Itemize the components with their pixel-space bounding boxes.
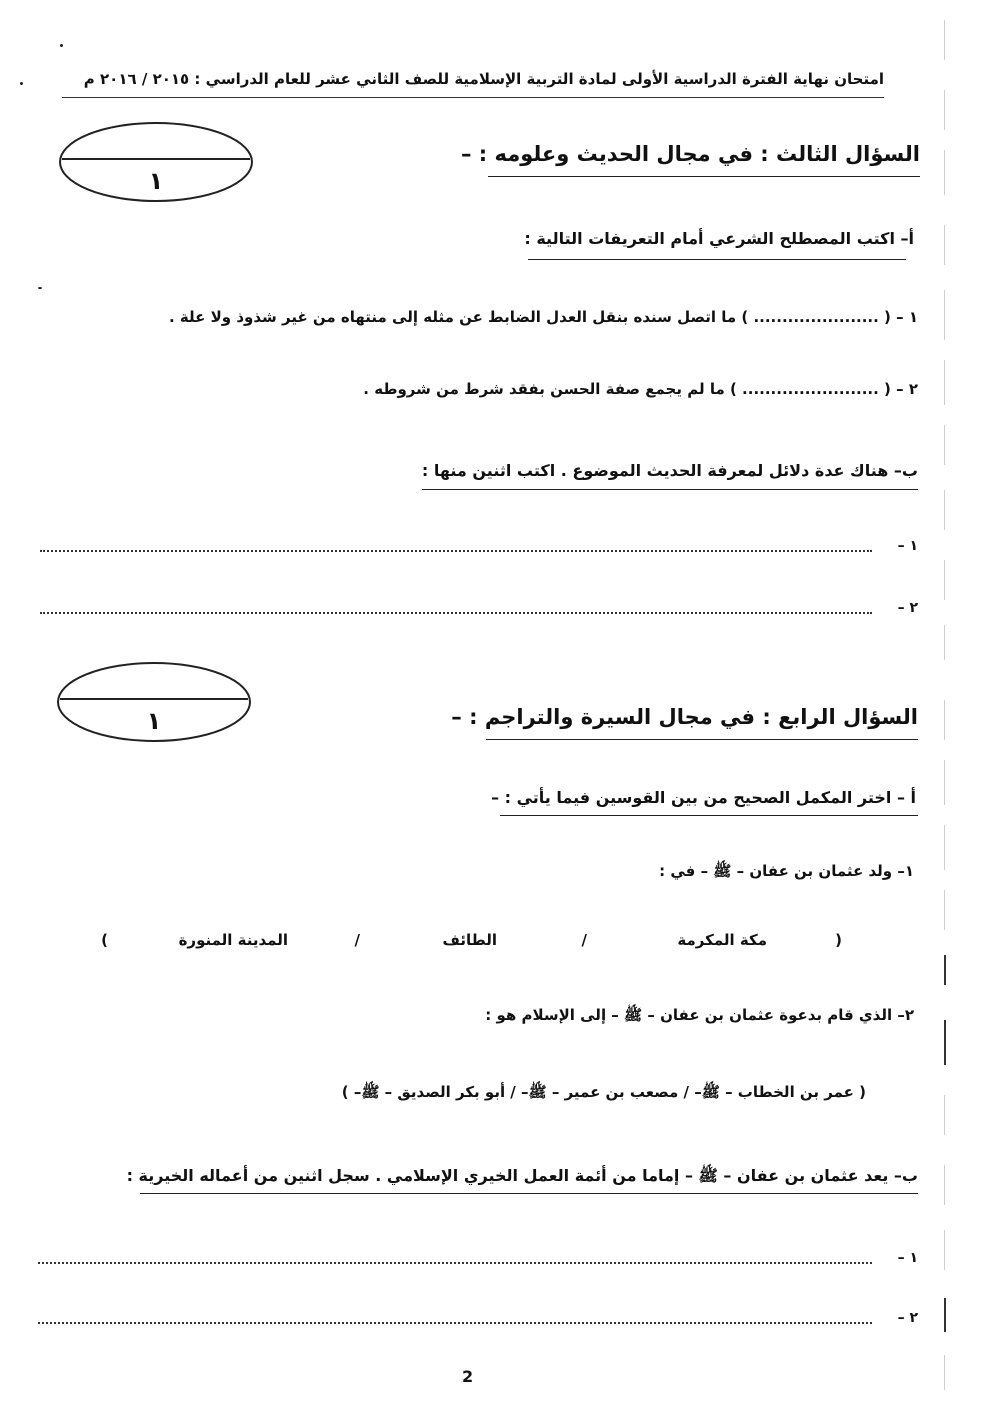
q3-title: السؤال الثالث : في مجال الحديث وعلومه : – <box>460 142 920 166</box>
scan-speck <box>20 82 23 85</box>
q3-answer-2-dots <box>40 612 872 614</box>
q4-q1-open-paren: ( <box>835 931 842 949</box>
scan-speck <box>60 44 63 47</box>
scan-margin-mark <box>944 700 945 740</box>
q3-score-value: ١ <box>148 167 164 195</box>
scan-margin-mark <box>944 90 945 130</box>
q3-part-a-item-1: ١ – ( ...................... ) ما اتصل سنده بنقل العدل الضابط عن مثله إلى منتهاه من غير شذوذ ولا علة . <box>169 308 918 326</box>
q3-part-a-underline <box>528 259 906 260</box>
q4-title-underline <box>486 739 918 740</box>
q4-q1-option-taif[interactable]: الطائف <box>442 931 497 949</box>
q4-q2-text: ٢– الذي قام بدعوة عثمان بن عفان – ﷺ – إلى الإسلام هو : <box>485 1006 914 1024</box>
scan-margin-mark <box>944 290 945 340</box>
scan-margin-mark <box>944 560 945 600</box>
q3-answer-line-2[interactable] <box>40 600 918 620</box>
scan-margin-mark <box>944 1165 945 1205</box>
q4-q1-separator-1: / <box>581 931 587 949</box>
q4-answer-2-number: ٢ – <box>897 1310 918 1326</box>
q3-part-b-title: ب– هناك عدة دلائل لمعرفة الحديث الموضوع . اكتب اثنين منها : <box>421 461 918 480</box>
exam-header-title: امتحان نهاية الفترة الدراسية الأولى لمادة التربية الإسلامية للصف الثاني عشر للعام الدراسي : ٢٠١٥ / ٢٠١٦ م <box>83 70 884 88</box>
scan-margin-mark <box>944 150 945 195</box>
q4-answer-2-dots <box>38 1322 872 1324</box>
q4-answer-1-dots <box>38 1262 872 1264</box>
q4-score-box <box>56 660 252 744</box>
q3-title-underline <box>488 176 920 177</box>
scan-margin-mark <box>944 955 946 985</box>
scan-margin-mark <box>944 360 945 405</box>
scan-margin-mark <box>944 225 945 265</box>
scan-margin-mark <box>944 1230 945 1270</box>
scan-margin-mark <box>944 1355 945 1390</box>
scan-margin-mark <box>944 1020 946 1065</box>
q4-q2-options[interactable]: ( عمر بن الخطاب – ﷺ– / مصعب بن عمير – ﷺ– / أبو بكر الصديق – ﷺ– ) <box>341 1083 866 1101</box>
q4-answer-1-number: ١ – <box>897 1250 918 1266</box>
q3-answer-1-number: ١ – <box>897 538 918 554</box>
q4-q1-option-madinah[interactable]: المدينة المنورة <box>178 931 288 949</box>
scan-margin-mark <box>944 490 945 530</box>
q4-part-b-title: ب– يعد عثمان بن عفان – ﷺ – إماما من أئمة العمل الخيري الإسلامي . سجل اثنين من أعماله الخيرية : <box>126 1166 918 1185</box>
scan-margin-mark <box>944 1298 946 1332</box>
q3-answer-2-number: ٢ – <box>897 600 918 616</box>
q4-q1-separator-2: / <box>354 931 360 949</box>
q4-score-value: ١ <box>146 707 162 735</box>
scan-margin-mark <box>944 425 945 465</box>
q4-part-a-underline <box>500 815 918 816</box>
scan-margin-mark <box>944 625 945 660</box>
scan-speck <box>38 287 42 289</box>
q4-q1-text: ١– ولد عثمان بن عفان – ﷺ – في : <box>659 862 914 880</box>
scan-margin-mark <box>944 20 945 60</box>
page-number: 2 <box>462 1367 474 1386</box>
q4-answer-line-1[interactable] <box>38 1250 918 1270</box>
header-underline <box>62 97 884 98</box>
q4-part-a-title: أ – اختر المكمل الصحيح من بين القوسين فيما يأتي : – <box>491 788 916 807</box>
scan-margin-mark <box>944 760 945 805</box>
scan-margin-mark <box>944 1095 945 1135</box>
q3-part-a-title: أ– اكتب المصطلح الشرعي أمام التعريفات التالية : <box>524 229 914 248</box>
q4-title: السؤال الرابع : في مجال السيرة والتراجم : – <box>451 705 918 729</box>
q3-answer-line-1[interactable] <box>40 538 918 558</box>
q4-q1-option-makkah[interactable]: مكة المكرمة <box>677 931 767 949</box>
q3-part-b-underline <box>422 489 918 490</box>
q3-score-box <box>58 120 254 204</box>
q4-q1-close-paren: ) <box>101 931 108 949</box>
scan-margin-mark <box>944 825 945 870</box>
scan-margin-mark <box>944 890 945 930</box>
q4-answer-line-2[interactable] <box>38 1310 918 1330</box>
q4-part-b-underline <box>140 1193 918 1194</box>
q3-answer-1-dots <box>40 550 872 552</box>
q3-part-a-item-2: ٢ – ( ........................ ) ما لم يجمع صفة الحسن بفقد شرط من شروطه . <box>363 380 918 398</box>
